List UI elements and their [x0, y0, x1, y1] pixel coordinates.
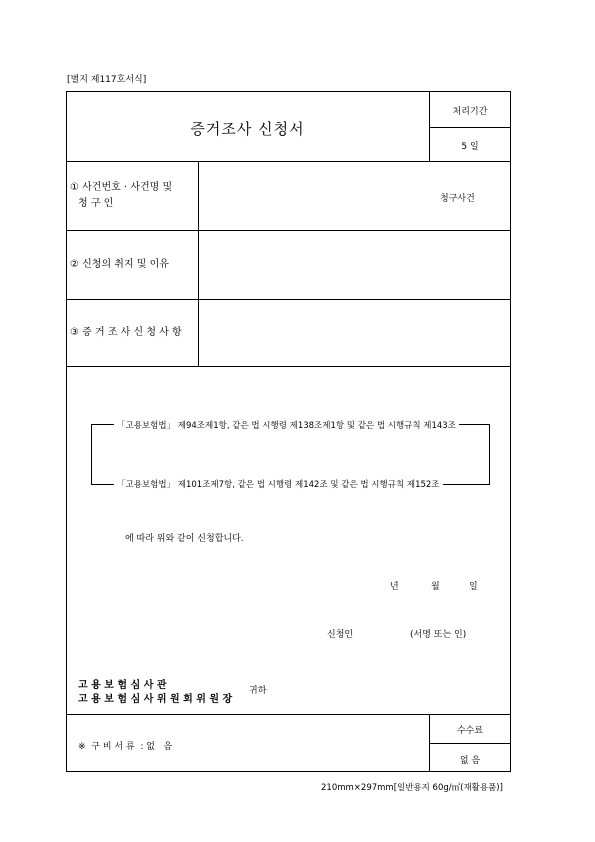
date-year[interactable]: 년: [390, 582, 399, 592]
row1-label-line1: ① 사건번호 · 사건명 및: [70, 182, 173, 193]
fee-value: 없 음: [459, 756, 481, 766]
row3-input[interactable]: [199, 300, 510, 366]
legal-bracket: [91, 424, 490, 485]
rule-processing: [429, 127, 511, 128]
row1-value[interactable]: 청구사건: [440, 194, 475, 204]
date-day[interactable]: 일: [469, 582, 478, 592]
rule-fee: [429, 743, 511, 744]
legal-line1: 「고용보험법」 제94조제1항, 같은 법 시행령 제138조제1항 및 같은 법 시행규칙 제143조: [114, 419, 459, 431]
row2-label: ② 신청의 취지 및 이유: [70, 259, 169, 270]
legal-line3: 에 따라 위와 같이 신청합니다.: [125, 534, 244, 544]
fee-label: 수수료: [456, 726, 484, 736]
rule-row3: [66, 366, 511, 367]
documents-label: ※ 구 비 서 류 : 없 음: [78, 742, 173, 752]
recipient-line1: 고 용 보 험 심 사 관: [78, 680, 167, 691]
recipient-line2: 고 용 보 험 심 사 위 원 회 위 원 장: [78, 694, 233, 705]
processing-value: 5 일: [461, 142, 479, 152]
applicant-sign[interactable]: (서명 또는 인): [410, 630, 467, 640]
row1-label-line2: 청 구 인: [78, 198, 114, 209]
date-month[interactable]: 월: [431, 582, 440, 592]
paper-spec: 210mm×297mm[일반용지 60g/㎡(재활용품)]: [321, 783, 503, 793]
processing-label: 처리기간: [452, 107, 488, 117]
applicant-label: 신청인: [327, 630, 354, 640]
form-id: [별지 제117호서식]: [67, 75, 147, 85]
rule-body: [66, 714, 511, 715]
page-title: 증거조사 신청서: [190, 120, 305, 138]
legal-line2: 「고용보험법」 제101조제7항, 같은 법 시행령 제142조 및 같은 법 시행규칙 제152조: [114, 478, 443, 490]
row2-input[interactable]: [199, 231, 510, 298]
row3-label: ③ 증 거 조 사 신 청 사 항: [70, 327, 182, 338]
rule-header: [66, 161, 511, 162]
recipient-suffix: 귀하: [249, 686, 267, 696]
